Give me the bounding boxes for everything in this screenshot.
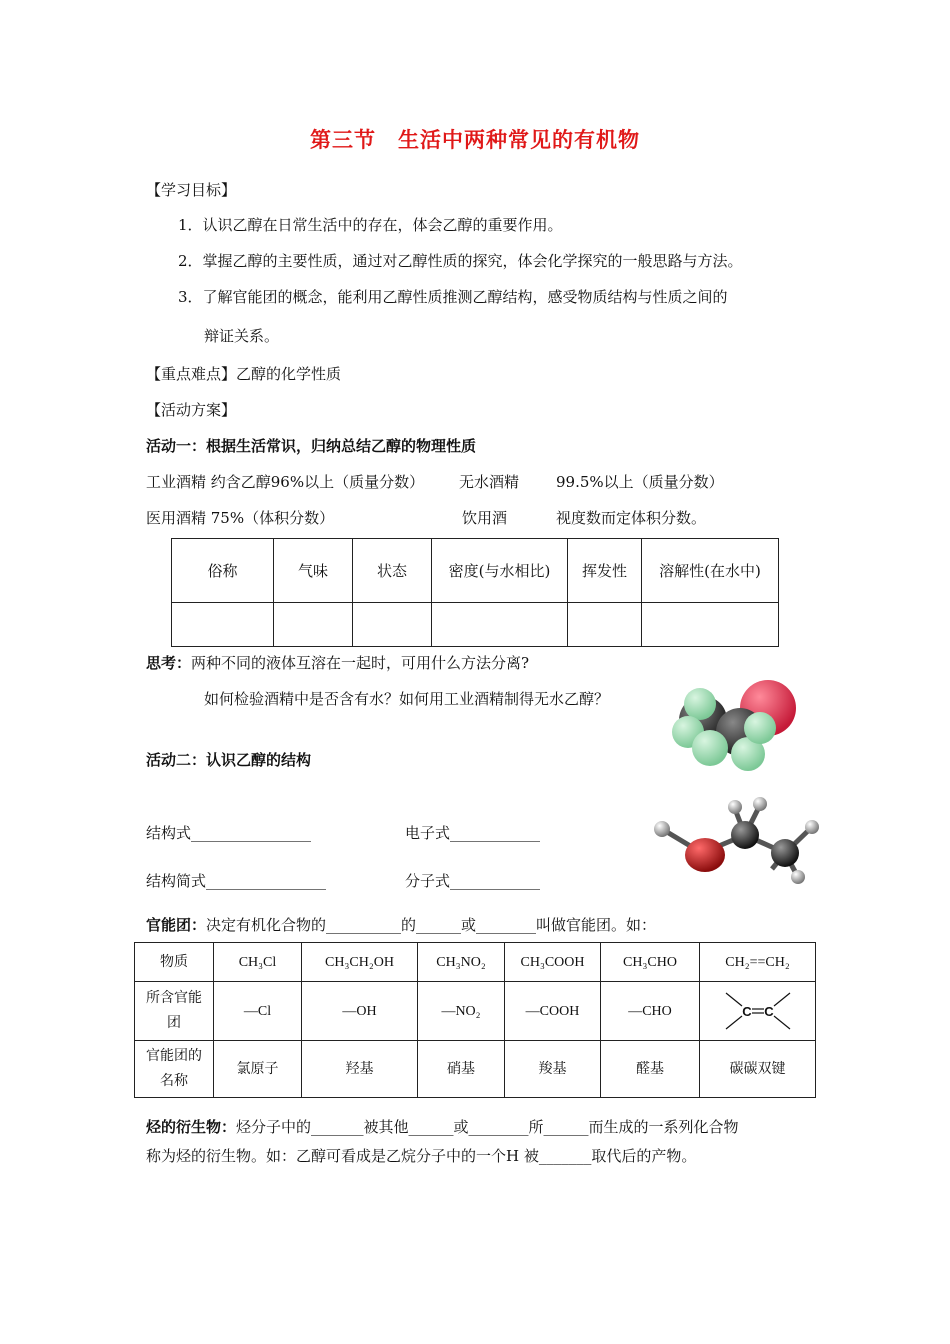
functional-group-definition: [146, 914, 656, 935]
ethanol-ball-stick-model: [650, 795, 825, 887]
functional-group-label: 官能团：: [146, 916, 207, 934]
group-name-cell: 羧基: [505, 1041, 601, 1098]
double-bond-cell: [700, 982, 816, 1041]
group-name-cell: 硝基: [418, 1041, 505, 1098]
answer-cell[interactable]: [353, 603, 432, 647]
row-header: 官能团的名称: [135, 1041, 214, 1098]
group-cell: —COOH: [505, 982, 601, 1041]
goal-2: 2．掌握乙醇的主要性质，通过对乙醇性质的探究，体会化学探究的一般思路与方法。: [178, 252, 743, 270]
think-label: 思考：: [146, 654, 192, 672]
substance-cell: CH₃CH₂OH: [302, 943, 418, 982]
answer-cell[interactable]: [274, 603, 353, 647]
goal-3: 3．了解官能团的概念，能利用乙醇性质推测乙醇结构，感受物质结构与性质之间的: [178, 288, 728, 306]
table-header-cell: 挥发性: [568, 539, 642, 603]
activity1-heading: 活动一：根据生活常识，归纳总结乙醇的物理性质: [146, 437, 477, 455]
goals-header: 【学习目标】: [146, 181, 237, 199]
group-name-cell: 醛基: [601, 1041, 700, 1098]
industrial-alcohol-text: 工业酒精 约含乙醇96%以上（质量分数）: [146, 473, 425, 491]
page-title: 第三节 生活中两种常见的有机物: [310, 127, 640, 152]
drinking-alcohol-text: 视度数而定体积分数。: [556, 509, 707, 527]
group-cell: —OH: [302, 982, 418, 1041]
ethanol-space-filling-model: [670, 680, 810, 772]
key-points: 【重点难点】乙醇的化学性质: [146, 365, 342, 383]
svg-text:C: C: [763, 1004, 774, 1019]
answer-cell[interactable]: [432, 603, 568, 647]
molecular-formula-field[interactable]: 分子式____________: [405, 872, 541, 890]
group-name-cell: 氯原子: [214, 1041, 302, 1098]
activity2-heading: 活动二：认识乙醇的结构: [146, 751, 312, 769]
row-header: 所含官能团: [135, 982, 214, 1041]
table-header-cell: 密度(与水相比): [432, 539, 568, 603]
plan-header: 【活动方案】: [146, 401, 237, 419]
answer-cell[interactable]: [568, 603, 642, 647]
svg-text:C: C: [741, 1004, 752, 1019]
answer-cell[interactable]: [172, 603, 274, 647]
think-line-1: [146, 652, 529, 673]
substance-cell: CH₃COOH: [505, 943, 601, 982]
row-header: 物质: [135, 943, 214, 982]
substance-cell: CH₂==CH₂: [700, 943, 816, 982]
substance-cell: CH₃CHO: [601, 943, 700, 982]
group-cell: —NO₂: [418, 982, 505, 1041]
substance-cell: CH₃Cl: [214, 943, 302, 982]
functional-group-text: 决定有机化合物的__________的______或________叫做官能团。如：: [206, 916, 657, 934]
table-header-cell: 溶解性(在水中): [642, 539, 779, 603]
derivative-text-2: 称为烃的衍生物。如：乙醇可看成是乙烷分子中的一个H 被_______取代后的产物。: [146, 1147, 697, 1165]
carbon-double-bond-icon: [718, 987, 798, 1035]
table-header-cell: 状态: [353, 539, 432, 603]
derivative-text-1: 烃分子中的_______被其他______或________所______而生成的一系列化合物: [236, 1118, 739, 1136]
structural-formula-field[interactable]: 结构式________________: [146, 824, 312, 842]
anhydrous-alcohol-label: 无水酒精: [459, 473, 520, 491]
answer-cell[interactable]: [642, 603, 779, 647]
condensed-formula-field[interactable]: 结构简式________________: [146, 872, 327, 890]
derivative-label: 烃的衍生物：: [146, 1118, 237, 1136]
table-header-cell: 俗称: [172, 539, 274, 603]
functional-group-table: [134, 942, 816, 1098]
group-name-cell: 羟基: [302, 1041, 418, 1098]
substance-cell: CH₃NO₂: [418, 943, 505, 982]
derivative-definition-line-1: [146, 1116, 739, 1137]
anhydrous-alcohol-text: 99.5%以上（质量分数）: [556, 473, 724, 491]
think-question-1: 两种不同的液体互溶在一起时，可用什么方法分离?: [191, 654, 530, 672]
group-cell: —Cl: [214, 982, 302, 1041]
group-cell: —CHO: [601, 982, 700, 1041]
group-name-cell: 碳碳双键: [700, 1041, 816, 1098]
medical-alcohol-text: 医用酒精 75%（体积分数）: [146, 509, 335, 527]
table-header-cell: 气味: [274, 539, 353, 603]
goal-3-continued: 辩证关系。: [204, 327, 280, 345]
drinking-alcohol-label: 饮用酒: [462, 509, 508, 527]
goal-1: 1．认识乙醇在日常生活中的存在，体会乙醇的重要作用。: [178, 216, 563, 234]
electron-formula-field[interactable]: 电子式____________: [405, 824, 541, 842]
think-question-2: 如何检验酒精中是否含有水？如何用工业酒精制得无水乙醇？: [204, 690, 610, 708]
physical-properties-table: [171, 538, 779, 647]
